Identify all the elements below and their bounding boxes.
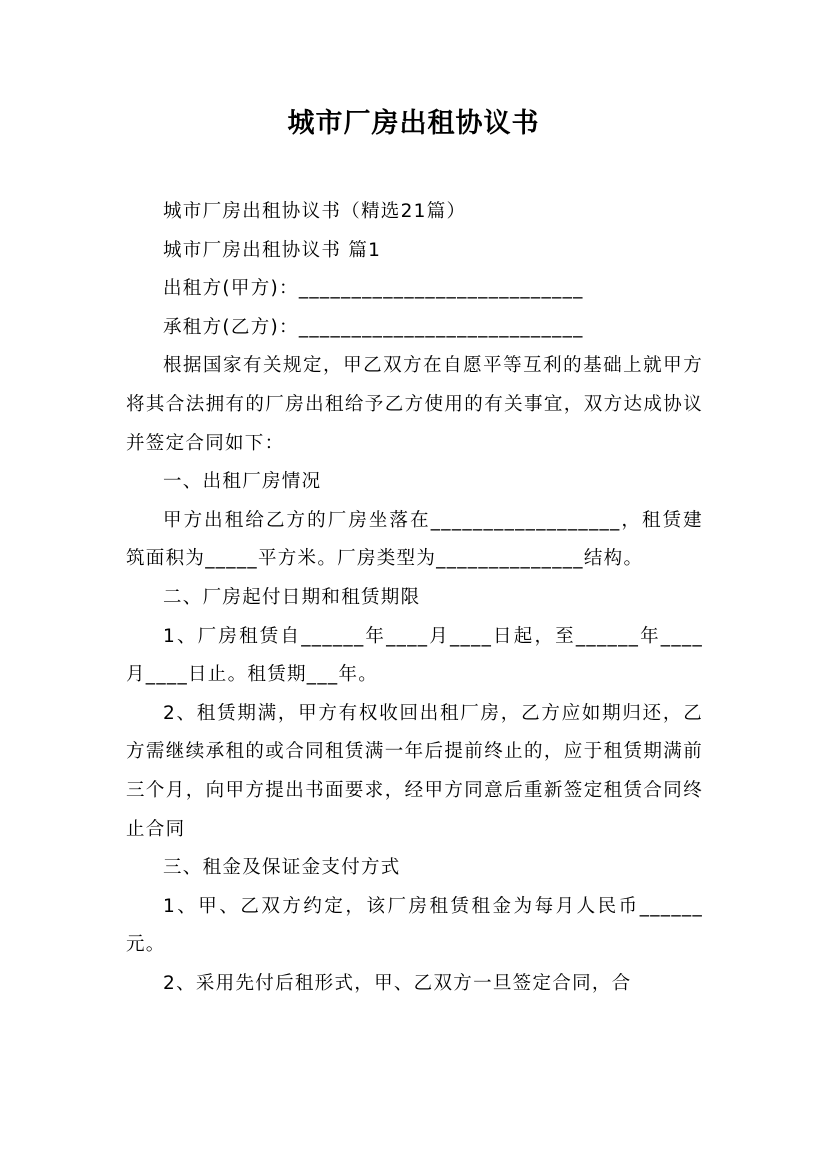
paragraph: 一、出租厂房情况 xyxy=(163,471,322,493)
paragraph: 二、厂房起付日期和租赁期限 xyxy=(163,586,421,608)
paragraph: 甲方出租给乙方的厂房坐落在__________________，租赁建筑面积为_____平方米。厂房类型为______________结构。 xyxy=(126,509,703,570)
paragraph: 城市厂房出租协议书（精选21篇） xyxy=(163,201,467,222)
paragraph: 1、厂房租赁自______年____月____日起，至______年____月____日止。租赁期___年。 xyxy=(126,625,703,686)
paragraph: 2、租赁期满，甲方有权收回出租厂房，乙方应如期归还，乙方需继续承租的或合同租赁满一年后提前终止的，应于租赁期满前三个月，向甲方提出书面要求，经甲方同意后重新签定租赁合同终止合同 xyxy=(126,702,703,840)
paragraph: 2、采用先付后租形式，甲、乙双方一旦签定合同，合 xyxy=(163,972,632,994)
paragraph: 出租方(甲方)：___________________________ xyxy=(163,278,584,300)
paragraph: 三、租金及保证金支付方式 xyxy=(163,857,401,879)
document-body xyxy=(126,193,703,1003)
paragraph: 承租方(乙方)：___________________________ xyxy=(163,316,584,338)
paragraph: 根据国家有关规定，甲乙双方在自愿平等互利的基础上就甲方将其合法拥有的厂房出租给予乙方使用的有关事宜，双方达成协议并签定合同如下： xyxy=(126,355,703,454)
paragraph: 城市厂房出租协议书 篇1 xyxy=(163,239,382,261)
paragraph: 1、甲、乙双方约定，该厂房租赁租金为每月人民币______元。 xyxy=(126,895,703,956)
document-title: 城市厂房出租协议书 xyxy=(287,108,540,139)
